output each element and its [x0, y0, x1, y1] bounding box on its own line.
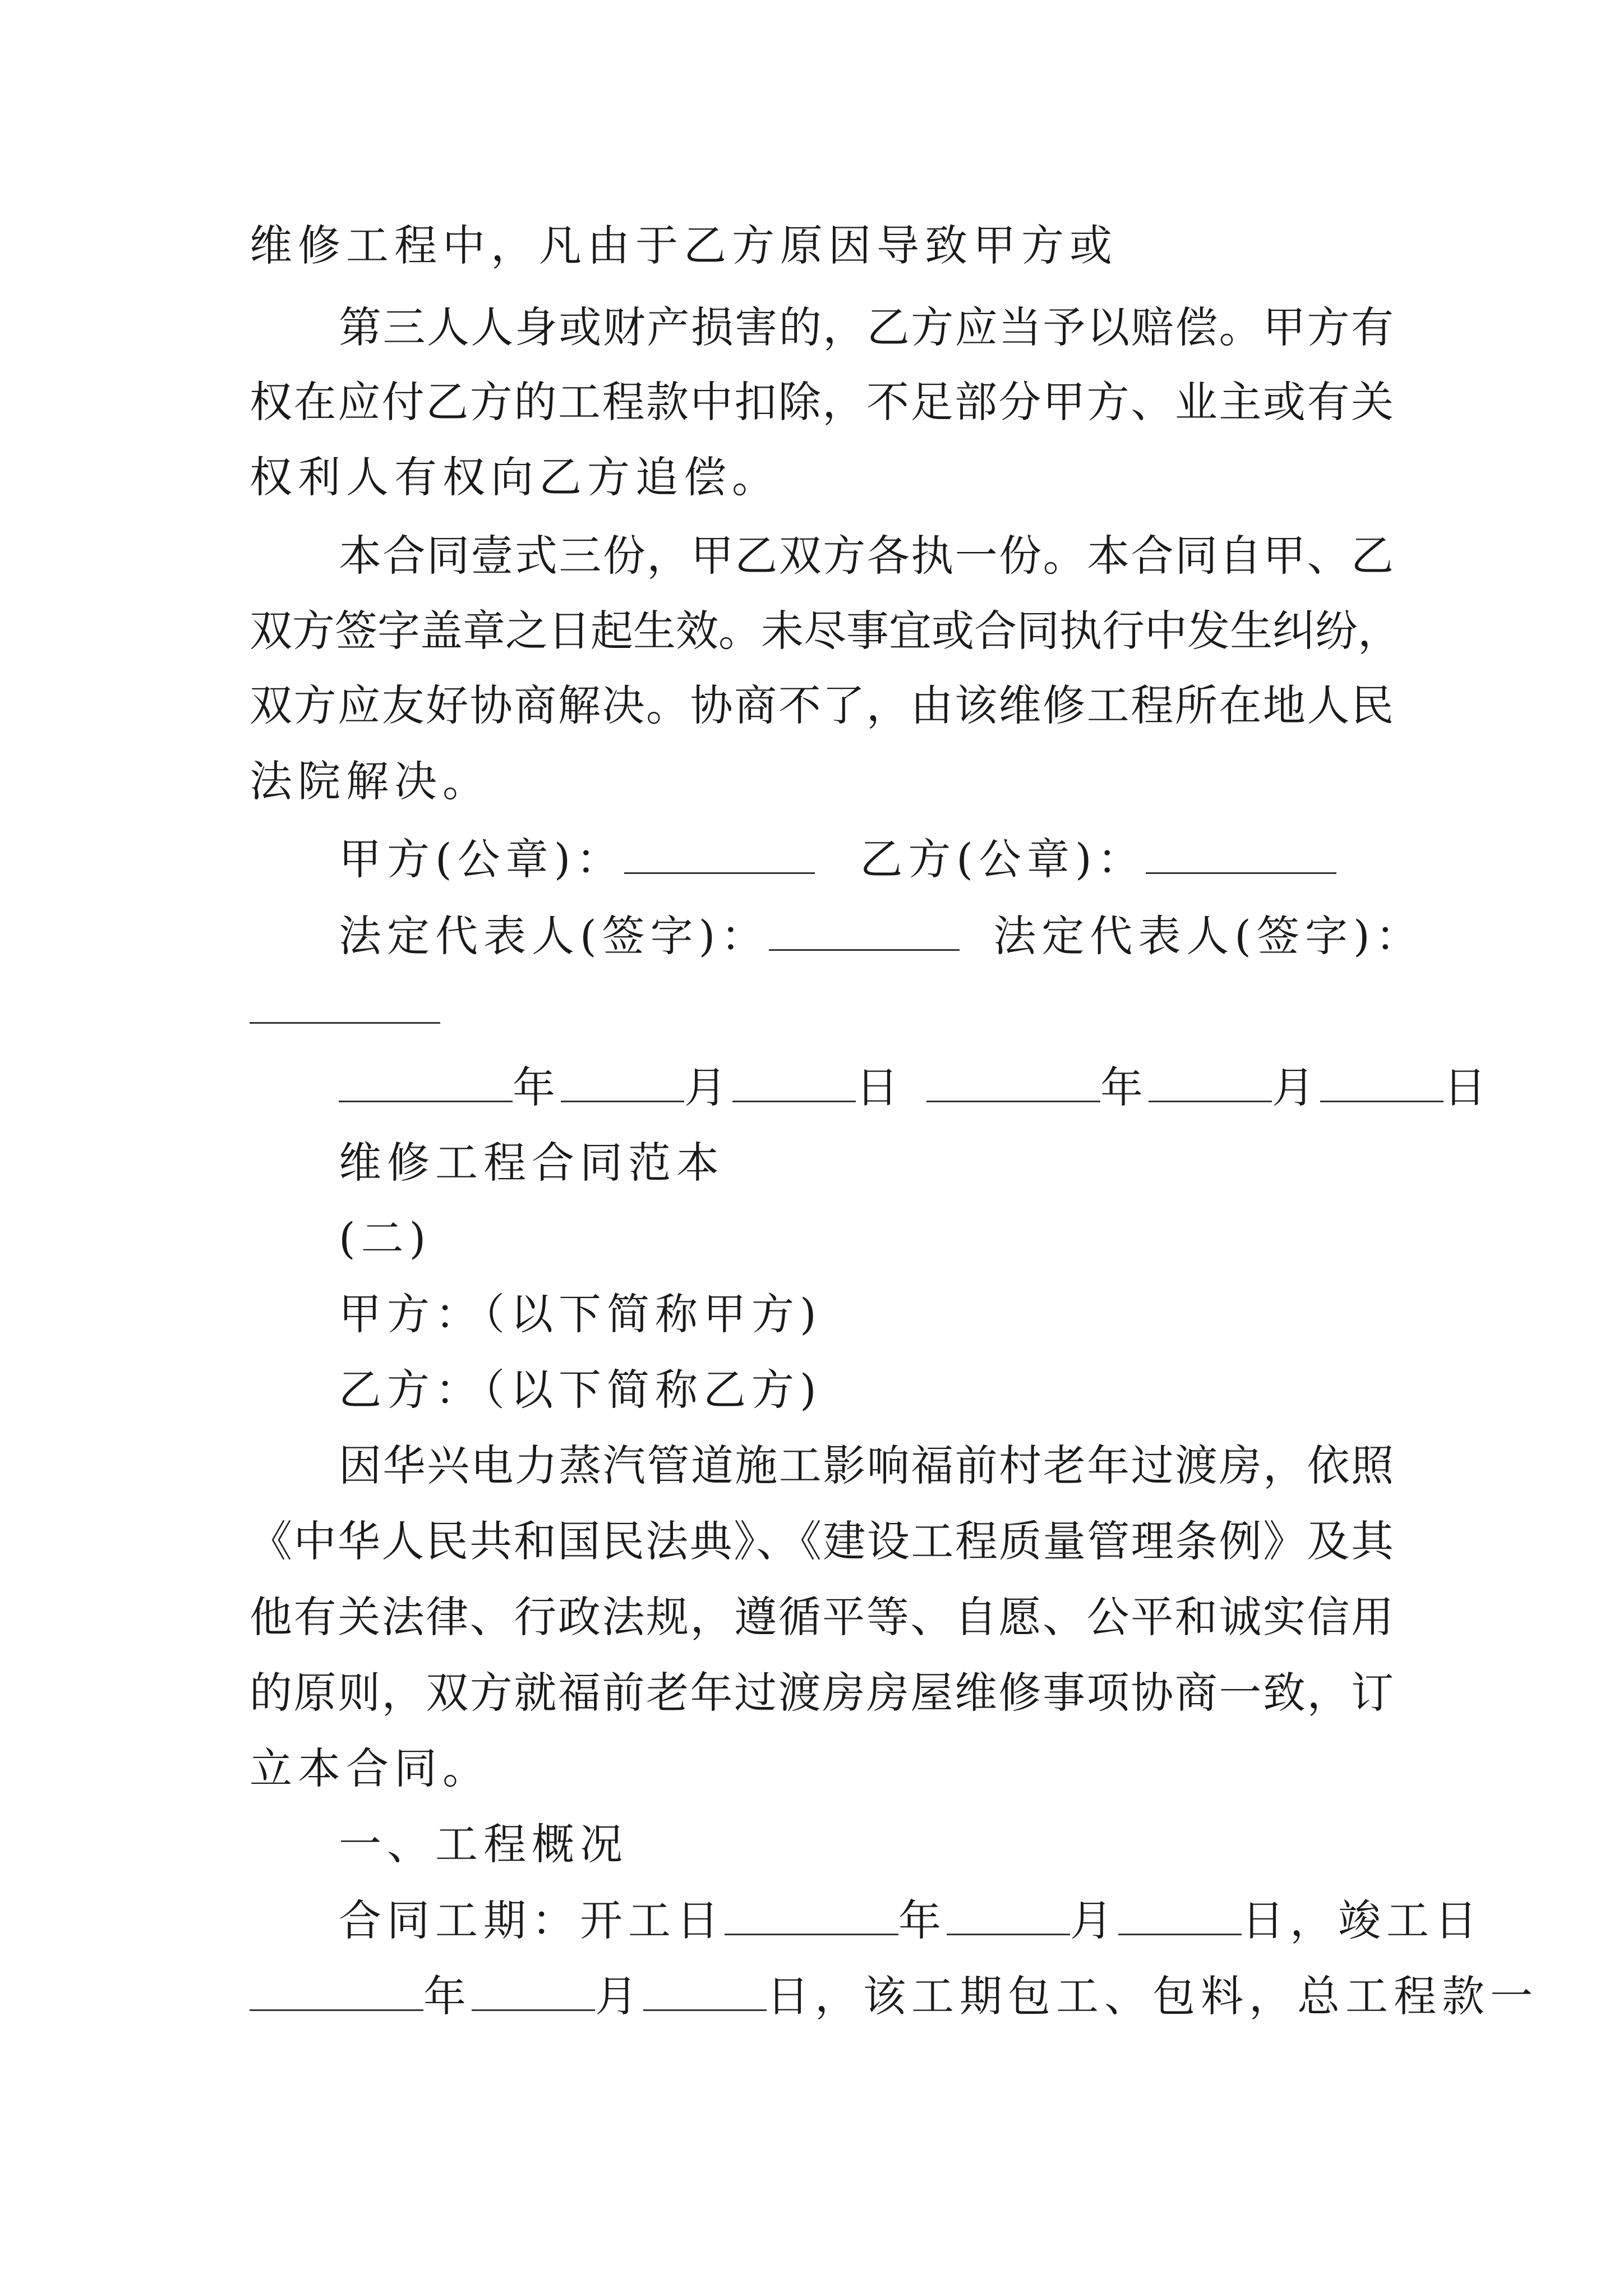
end-month-blank[interactable]: [472, 1975, 595, 2011]
start-day-blank[interactable]: [1118, 1899, 1242, 1935]
paragraph-line: 他有关法律、行政法规，遵循平等、自愿、公平和诚实信用: [250, 1592, 1394, 1642]
party-a-seal-label: 甲方(公章)：: [339, 834, 625, 884]
party-a-seal-blank[interactable]: [624, 838, 815, 874]
section-heading: 一、工程概况: [339, 1819, 628, 1869]
paragraph-line: 权在应付乙方的工程款中扣除，不足部分甲方、业主或有关: [250, 377, 1394, 427]
party-b-seal-label: 乙方(公章)：: [860, 834, 1146, 884]
date-a-day-blank[interactable]: [732, 1066, 856, 1102]
month-label: 月: [595, 1971, 643, 2021]
party-a-rep-blank[interactable]: [769, 914, 960, 951]
party-b-line: 乙方：（以下简称乙方): [339, 1365, 822, 1415]
paragraph-line: 双方签字盖章之日起生效。未尽事宜或合同执行中发生纠纷，: [250, 606, 1400, 656]
signature-continued-line: [250, 987, 1394, 1030]
date-line: [339, 1062, 1492, 1112]
paragraph-line: 立本合同。: [250, 1743, 491, 1793]
party-b-rep-blank[interactable]: [250, 987, 440, 1024]
signature-line: [339, 911, 1424, 961]
date-a-year-blank[interactable]: [339, 1066, 513, 1102]
year-label: 年: [1100, 1062, 1149, 1112]
date-b-year-blank[interactable]: [926, 1066, 1100, 1102]
section-title: 维修工程合同范本: [339, 1138, 725, 1188]
contract-period-line: [339, 1895, 1483, 1945]
paragraph-line: 法院解决。: [250, 756, 491, 806]
party-b-seal-blank[interactable]: [1146, 838, 1336, 874]
paragraph-line: 双方应友好协商解决。协商不了，由该维修工程所在地人民: [250, 680, 1394, 730]
month-label: 月: [1272, 1062, 1320, 1112]
seal-line: [339, 834, 1394, 884]
section-subtitle: (二): [339, 1213, 432, 1263]
month-label: 月: [684, 1062, 732, 1112]
end-day-blank[interactable]: [643, 1975, 767, 2011]
party-b-rep-label: 法定代表人(签字)：: [993, 911, 1424, 961]
day-label: 日: [767, 1971, 815, 2021]
date-a-month-blank[interactable]: [561, 1066, 684, 1102]
paragraph-line: 的原则，双方就福前老年过渡房房屋维修事项协商一致，订: [250, 1668, 1394, 1718]
paragraph-line: 权利人有权向乙方追偿。: [250, 452, 780, 502]
paragraph-line: 《中华人民共和国民法典》、《建设工程质量管理条例》及其: [250, 1516, 1394, 1566]
day-label: 日: [856, 1062, 904, 1112]
party-a-line: 甲方：（以下简称甲方): [339, 1289, 822, 1339]
paragraph-line: 第三人人身或财产损害的，乙方应当予以赔偿。甲方有: [339, 302, 1394, 352]
end-year-blank[interactable]: [250, 1975, 423, 2011]
day-label: 日: [1444, 1062, 1492, 1112]
contract-period-continued-line: [250, 1971, 1538, 2021]
month-label: 月: [1070, 1895, 1118, 1945]
start-year-blank[interactable]: [725, 1899, 898, 1935]
party-a-rep-label: 法定代表人(签字)：: [339, 911, 769, 961]
date-b-day-blank[interactable]: [1320, 1066, 1444, 1102]
contract-terms-text: ，该工期包工、包料，总工程款一: [815, 1971, 1538, 2021]
contract-period-label: 合同工期：开工日: [339, 1895, 725, 1945]
year-label: 年: [898, 1895, 947, 1945]
paragraph-line: 维修工程中，凡由于乙方原因导致甲方或: [250, 220, 1118, 270]
paragraph-line: 因华兴电力蒸汽管道施工影响福前村老年过渡房，依照: [339, 1441, 1394, 1490]
paragraph-line: 本合同壹式三份，甲乙双方各执一份。本合同自甲、乙: [339, 531, 1394, 581]
year-label: 年: [423, 1971, 472, 2021]
start-month-blank[interactable]: [947, 1899, 1070, 1935]
completion-label: ，竣工日: [1290, 1895, 1483, 1945]
year-label: 年: [513, 1062, 561, 1112]
date-b-month-blank[interactable]: [1149, 1066, 1272, 1102]
day-label: 日: [1242, 1895, 1290, 1945]
